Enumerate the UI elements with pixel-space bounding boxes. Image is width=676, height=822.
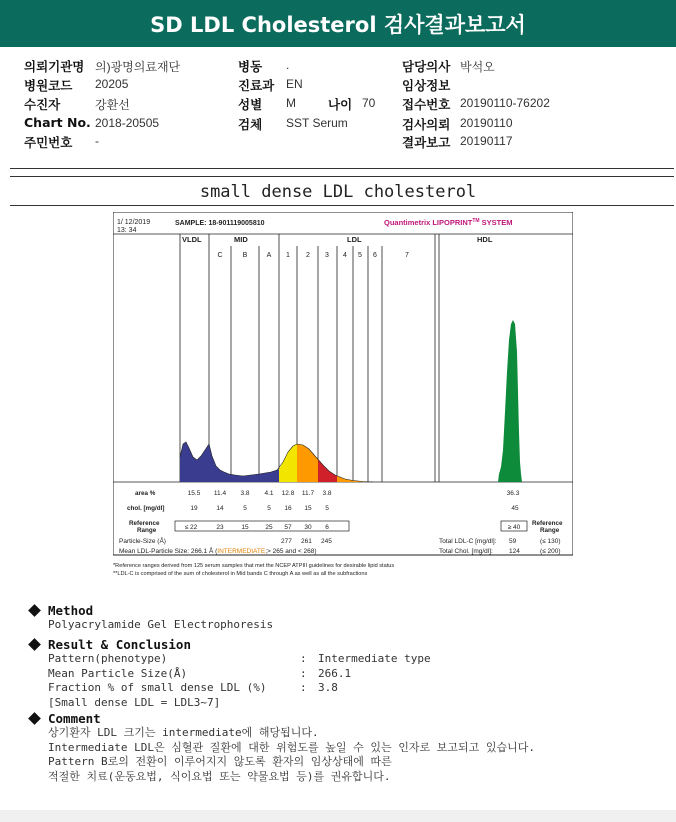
chart-footnote-2: **LDL-C is comprised of the sum of cholesterol in Mid bands C through A as well as all the subfractions: [113, 571, 368, 577]
dept-value: EN: [286, 77, 303, 91]
patient-value: 강환선: [95, 98, 130, 112]
chart-brand-tm: TM: [472, 218, 480, 224]
dept-label: 진료과: [238, 78, 275, 93]
comment-line-3: Pattern B로의 전환이 이루어지지 않도록 환자의 임상상태에 따른: [48, 755, 392, 768]
total-ldl-label: Total LDL-C [mg/dl]:: [439, 538, 497, 545]
group-vldl: VLDL: [182, 235, 202, 244]
ref-value: 30: [304, 524, 312, 531]
mean-ldl-size: [119, 546, 317, 555]
ref-value: 6: [325, 524, 329, 531]
ref-label-2: Range: [137, 527, 157, 534]
area-value: 4.1: [264, 490, 274, 497]
patient-label: 수진자: [24, 97, 61, 112]
chart-sample: SAMPLE: 18-901119005810: [175, 220, 265, 227]
ward-label: 병동: [238, 59, 263, 74]
ref-label-1: Reference: [129, 520, 160, 527]
clinical-label: 임상정보: [402, 78, 451, 93]
total-chol-label: Total Chol. [mg/dl]:: [439, 548, 493, 555]
institution-label: 의뢰기관명: [24, 59, 85, 74]
divider-top-2: [10, 176, 674, 177]
group-hdl: HDL: [477, 235, 493, 244]
ref-hdl: ≥ 40: [507, 524, 521, 531]
chol-value: 5: [243, 505, 247, 512]
ref-value: ≤ 22: [184, 524, 198, 531]
age-value: 70: [362, 96, 376, 110]
chol-hdl: 45: [511, 505, 519, 512]
report-date-value: 20190117: [460, 134, 513, 148]
report-header: [0, 0, 676, 47]
sex-label: 성별: [238, 97, 263, 112]
pattern-label: Pattern(phenotype): [48, 652, 168, 665]
ref-value: 25: [265, 524, 273, 531]
area-value: 15.5: [187, 490, 201, 497]
title-rule: [10, 205, 674, 206]
method-section: [30, 603, 273, 633]
ref-value: 57: [284, 524, 292, 531]
comment-heading-text: Comment: [48, 711, 101, 726]
particle-value: 245: [321, 538, 332, 545]
comment-line-4: 적절한 치료(운동요법, 식이요법 또는 약물요법 등)를 권유합니다.: [48, 769, 391, 783]
request-label: 검사의뢰: [402, 117, 451, 132]
chol-value: 19: [190, 505, 198, 512]
hospital-code-value: 20205: [95, 77, 129, 91]
mean-type: INTERMEDIATE: [217, 548, 266, 555]
result-heading-text: Result & Conclusion: [48, 637, 191, 652]
total-chol-value: 124: [509, 548, 520, 555]
band-7: 7: [405, 252, 409, 259]
pattern-row: [48, 652, 431, 667]
report-date-label: 결과보고: [402, 135, 451, 150]
chart-date: 1/ 12/2019: [117, 219, 151, 226]
method-heading-text: Method: [48, 603, 94, 618]
chol-value: 16: [284, 505, 292, 512]
ssn-value: -: [95, 134, 99, 148]
sex-value: M: [286, 96, 296, 110]
area-label: area %: [135, 490, 156, 497]
receipt-value: 20190110-76202: [460, 96, 550, 110]
doctor-value: 박석오: [460, 60, 495, 74]
size-label: Mean Particle Size(Å): [48, 666, 188, 680]
mean-label: Mean LDL-Particle Size: 266.1 Å (: [119, 548, 218, 555]
fraction-label: Fraction % of small dense LDL (%): [48, 681, 267, 694]
band-c: C: [217, 252, 223, 259]
divider-top: [10, 168, 674, 169]
comment-line-1: 상기환자 LDL 크기는 intermediate에 해당됩니다.: [48, 726, 319, 739]
chol-value: 15: [304, 505, 312, 512]
diamond-bullet-icon: [28, 604, 41, 617]
page-bottom-bar: [0, 810, 676, 822]
particle-label: Particle-Size (Å): [119, 538, 166, 545]
chart-brand: [384, 218, 513, 227]
ref-right-2: Range: [540, 527, 560, 534]
doctor-label: 담당의사: [402, 59, 451, 74]
diamond-bullet-icon: [28, 638, 41, 651]
chart-no-label: Chart No.: [24, 115, 91, 130]
comment-heading: [30, 711, 535, 726]
fraction-value: 3.8: [318, 681, 338, 694]
specimen-label: 검체: [238, 117, 263, 132]
fraction-colon: :: [300, 681, 307, 694]
size-row: [48, 667, 431, 682]
report-title: SD LDL Cholesterol 검사결과보고서: [150, 12, 526, 37]
section-title: small dense LDL cholesterol: [199, 182, 477, 202]
band-2: 2: [306, 252, 310, 259]
area-hdl: 36.3: [506, 490, 520, 497]
total-ldl-ref: (≤ 130): [540, 538, 561, 545]
particle-value: 261: [301, 538, 312, 545]
ssn-label: 주민번호: [24, 135, 73, 150]
result-heading: [30, 637, 431, 652]
pattern-colon: :: [300, 652, 307, 665]
size-value: 266.1: [318, 666, 352, 680]
mean-rest: ;> 265 and < 268): [265, 548, 317, 555]
band-5: 5: [358, 252, 362, 259]
area-value: 3.8: [240, 490, 250, 497]
pattern-value: Intermediate type: [318, 652, 431, 665]
band-6: 6: [373, 252, 377, 259]
band-4: 4: [343, 252, 347, 259]
particle-value: 277: [281, 538, 292, 545]
group-ldl: LDL: [347, 235, 362, 244]
request-value: 20190110: [460, 116, 513, 130]
lipoprint-chart: [113, 212, 573, 588]
hospital-code-label: 병원코드: [24, 78, 73, 93]
chart-brand-name: Quantimetrix LIPOPRINT: [384, 218, 473, 227]
chol-label: chol. [mg/dl]: [127, 505, 165, 512]
area-value: 3.8: [322, 490, 332, 497]
chol-value: 14: [216, 505, 224, 512]
area-value: 12.8: [281, 490, 295, 497]
area-value: 11.4: [213, 490, 227, 497]
ref-right-1: Reference: [532, 520, 563, 527]
sdldl-note: [Small dense LDL = LDL3~7]: [48, 695, 221, 709]
chart-no-value: 2018-20505: [95, 116, 160, 130]
ref-value: 23: [216, 524, 224, 531]
method-heading: [30, 603, 273, 618]
ref-value: 15: [241, 524, 249, 531]
total-chol-ref: (≤ 200): [540, 548, 561, 555]
diamond-bullet-icon: [28, 712, 41, 725]
chart-time: 13: 34: [117, 227, 137, 234]
comment-section: [30, 711, 535, 784]
institution-value: 의)광명의료재단: [95, 60, 181, 74]
specimen-value: SST Serum: [286, 116, 348, 130]
comment-line-2: Intermediate LDL은 심혈관 질환에 대한 위험도를 높일 수 있는 인자로 보고되고 있습니다.: [48, 740, 535, 754]
age-label: 나이: [328, 97, 353, 112]
band-a: A: [266, 252, 272, 259]
result-section: [30, 637, 431, 710]
fraction-row: [48, 681, 431, 696]
chart-brand-system: SYSTEM: [479, 218, 513, 227]
method-text: Polyacrylamide Gel Electrophoresis: [48, 618, 274, 631]
chart-footnote-1: *Reference ranges derived from 125 serum samples that met the NCEP ATPIII guidelines for desirable lipid status: [113, 563, 395, 569]
chol-value: 5: [325, 505, 329, 512]
ward-value: .: [286, 58, 290, 72]
group-mid: MID: [234, 235, 248, 244]
total-ldl-value: 59: [509, 538, 517, 545]
area-value: 11.7: [301, 490, 315, 497]
band-3: 3: [325, 252, 329, 259]
chol-value: 5: [267, 505, 271, 512]
band-b: B: [242, 252, 248, 259]
band-1: 1: [286, 252, 290, 259]
receipt-label: 접수번호: [402, 97, 451, 112]
size-colon: :: [300, 666, 307, 680]
